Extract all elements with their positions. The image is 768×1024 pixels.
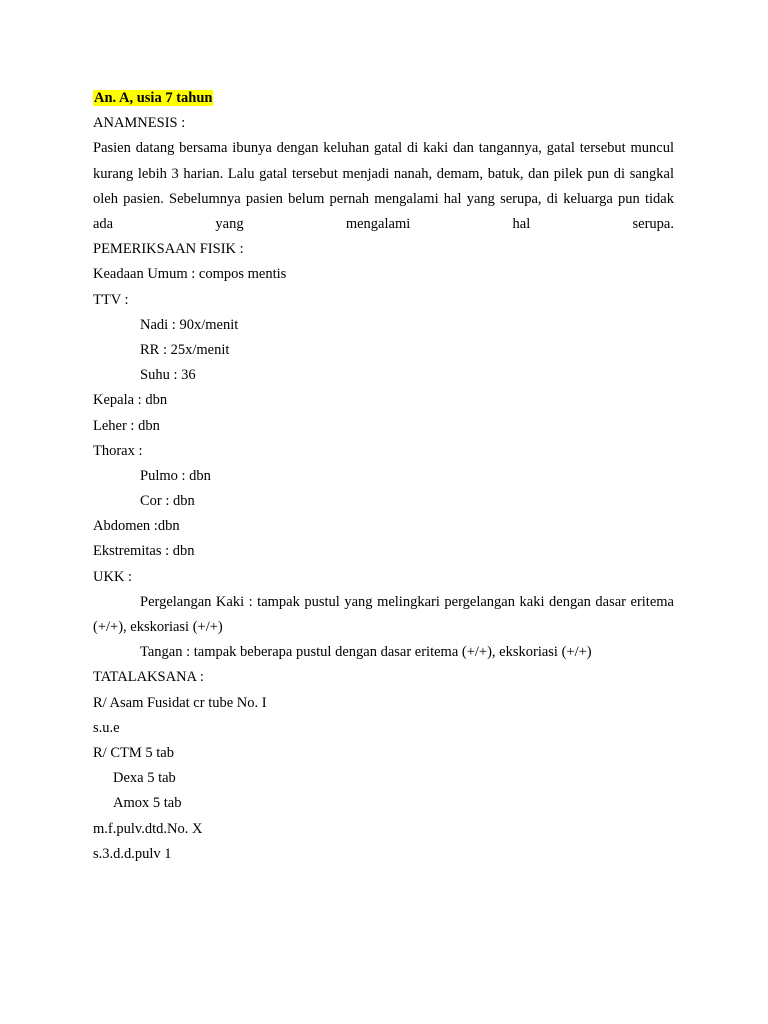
document-body	[93, 86, 674, 867]
exam-ekstremitas: Ekstremitas : dbn	[93, 543, 195, 560]
ukk-kaki: Pergelangan Kaki : tampak pustul yang melingkari pergelangan kaki dengan dasar eritema (+/+), ekskoriasi (+/+)	[93, 593, 674, 636]
general-state: Keadaan Umum : compos mentis	[93, 266, 287, 283]
rx-line-2: s.u.e	[93, 719, 120, 736]
anamnesis-heading: ANAMNESIS :	[93, 115, 186, 132]
anamnesis-text: Pasien datang bersama ibunya dengan keluhan gatal di kaki dan tangannya, gatal tersebut muncul kurang lebih 3 harian. Lalu gatal tersebut menjadi nanah, demam, batuk, dan pilek pun di sangkal oleh pasien. Sebelumnya pasien belum pernah mengalami hal yang serupa, di keluarga pun tidak ada yang mengalami hal serupa.	[93, 140, 674, 232]
ukk-tangan: Tangan : tampak beberapa pustul dengan dasar eritema (+/+), ekskoriasi (+/+)	[140, 644, 592, 661]
exam-abdomen: Abdomen :dbn	[93, 518, 180, 535]
exam-kepala: Kepala : dbn	[93, 392, 168, 409]
ttv-nadi: Nadi : 90x/menit	[140, 316, 239, 333]
thorax-heading: Thorax :	[93, 442, 143, 459]
rx-end-line-2: s.3.d.d.pulv 1	[93, 845, 172, 862]
exam-heading: PEMERIKSAAN FISIK :	[93, 241, 244, 258]
ttv-rr: RR : 25x/menit	[140, 341, 230, 358]
rx-line-1: R/ Asam Fusidat cr tube No. I	[93, 694, 267, 711]
thorax-pulmo: Pulmo : dbn	[140, 467, 211, 484]
patient-title-line	[93, 86, 674, 111]
thorax-cor: Cor : dbn	[140, 493, 195, 510]
tatalaksana-heading: TATALAKSANA :	[93, 669, 204, 686]
ttv-suhu: Suhu : 36	[140, 367, 196, 384]
ttv-heading: TTV :	[93, 291, 129, 308]
exam-leher: Leher : dbn	[93, 417, 160, 434]
rx-end-line-1: m.f.pulv.dtd.No. X	[93, 820, 203, 837]
patient-title: An. A, usia 7 tahun	[94, 90, 213, 106]
rx-sub-line-1: Dexa 5 tab	[113, 770, 176, 787]
ukk-heading: UKK :	[93, 568, 133, 585]
rx-line-3: R/ CTM 5 tab	[93, 744, 174, 761]
rx-sub-line-2: Amox 5 tab	[113, 795, 182, 812]
